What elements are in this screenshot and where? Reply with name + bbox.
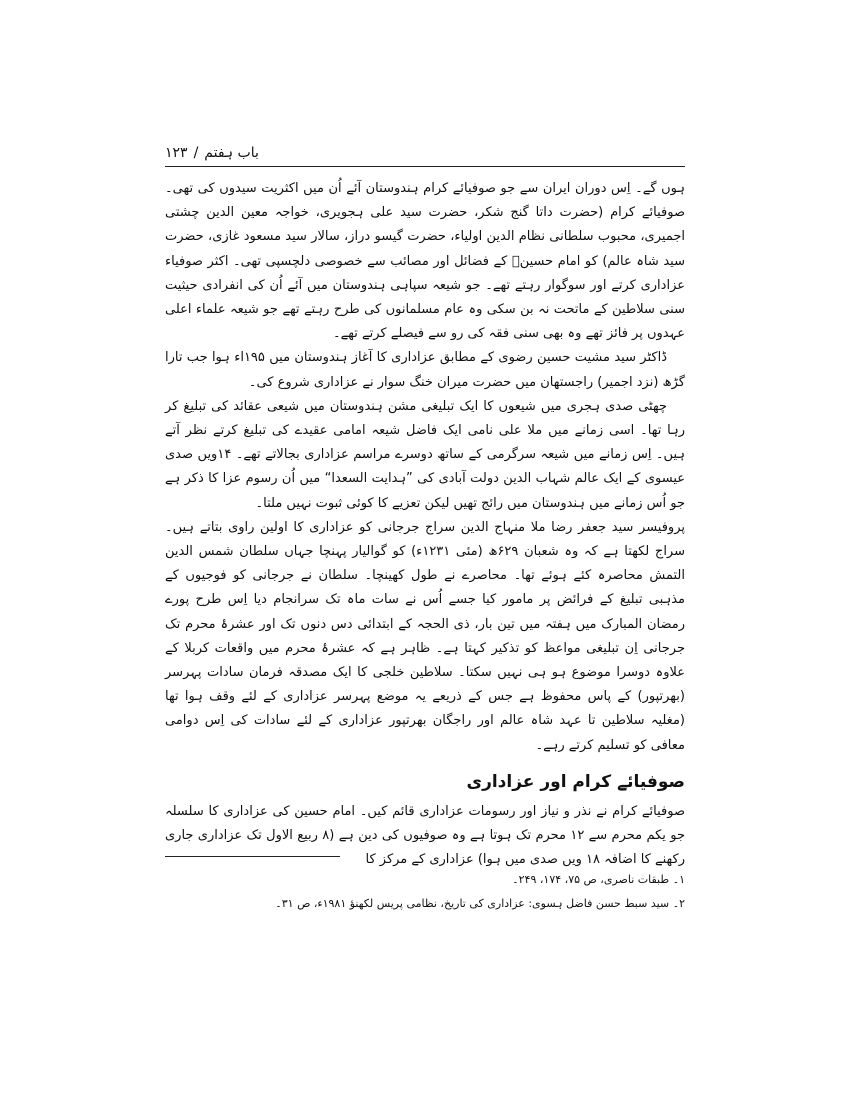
footnote-divider xyxy=(165,856,340,857)
section-paragraph: صوفیائے کرام نے نذر و نیاز اور رسومات عزاداری قائم کیں۔ امام حسین کی عزاداری کا سلسلہ جو یکم محرم سے ۱۲ محرم تک ہوتا ہے وہ صوفیوں کی دین ہے (۸ ربیع الاول تک عزاداری جاری رکھنے کا اضافہ ۱۸ ویں صدی میں ہوا) عزاداری کے مرکز کا xyxy=(165,803,685,868)
section-heading: صوفیائے کرام اور عزاداری xyxy=(466,771,685,792)
footnote-1: ۱۔ طبقات ناصری، ص ۷۵، ۱۷۴، ۲۴۹۔ xyxy=(512,873,685,886)
footnotes xyxy=(165,868,685,916)
chapter-title: باب ہفتم xyxy=(204,145,259,161)
running-header xyxy=(165,140,685,167)
paragraph-3: چھٹی صدی ہجری میں شیعوں کا ایک تبلیغی مشن ہندوستان میں شیعی عقائد کی تبلیغ کر رہا تھا۔ اسی زمانے میں ملا علی نامی ایک فاضل شیعہ امامی عقیدے کی تبلیغ کرتے نظر آتے ہیں۔ اِس زمانے میں شیعہ سرگرمی کے ساتھ دوسرے مراسم عزاداری بجالاتے تھے۔ ۱۴ویں صدی عیسوی کے ایک عالم شہاب الدین دولت آبادی کی ”ہدایت السعدا“ میں اُن رسوم عزا کا ذکر ہے جو اُس زمانے میں ہندوستان میں رائج تھیں لیکن تعزیے کا کوئی ثبوت نہیں ملتا۔ xyxy=(165,398,685,511)
paragraph-1: ہوں گے۔ اِس دوران ایران سے جو صوفیائے کرام ہندوستان آئے اُن میں اکثریت سیدوں کی تھی۔ صوفیائے کرام (حضرت داتا گنج شکر، حضرت سید علی ہجویری، خواجہ معین الدین چشتی اجمیری، محبوب سلطانی نظام الدین اولیاء، حضرت گیسو دراز، سالار سید مسعود غازی، حضرت سید شاہ عالم) کو امام حسینؑ کے فضائل اور مصائب سے خصوصی دلچسپی تھی۔ اکثر صوفیاء عزاداری کرتے اور سوگوار رہتے تھے۔ جو شیعہ سپاہی ہندوستان میں آئے اُن کی انفرادی حیثیت سنی سلاطین کے ماتحت نہ بن سکی وہ عام مسلمانوں کی طرح رہتے تھے جو شیعہ علماء اعلی عہدوں پر فائز تھے وہ بھی سنی فقہ کی رو سے فیصلے کرتے تھے۔ xyxy=(165,181,685,342)
paragraph-2: ڈاکٹر سید مشیت حسین رضوی کے مطابق عزاداری کا آغاز ہندوستان میں ۱۹۵اء ہوا جب تارا گڑھ (نزد اجمیر) راجستھان میں حضرت میران خنگ سوار نے عزاداری شروع کی۔ xyxy=(165,350,685,390)
footnote-2: ۲۔ سید سبط حسن فاضل ہسوی: عزاداری کی تاریخ، نظامی پریس لکھنؤ ۱۹۸۱ء، ص ۳۱۔ xyxy=(275,897,685,910)
page-number: ۱۲۳ xyxy=(165,145,188,161)
header-separator: / xyxy=(193,145,199,161)
book-page xyxy=(165,140,685,1040)
main-text xyxy=(165,177,685,872)
paragraph-4: پروفیسر سید جعفر رضا ملا منہاج الدین سراج جرجانی کو عزاداری کا اولین راوی بتاتے ہیں۔ سراج لکھتا ہے کہ وہ شعبان ۶۲۹ھ (مئی ۱۲۳۱ء) کو گوالیار پہنچا جہاں سلطان شمس الدین التمش محاصرہ کئے ہوئے تھا۔ محاصرے نے طول کھینچا۔ سلطان نے جرجانی کو فوجیوں کے مذہبی تبلیغ کے فرائض پر مامور کیا جسے اُس نے سات ماہ تک سرانجام دیا اِس طرح پورے رمضان المبارک میں ہفتہ میں تین بار، ذی الحجہ کے ابتدائی دس دنوں تک اور عشرۂ محرم تک جرجانی اِن تبلیغی مواعظ کو تذکیر کہتا ہے۔ ظاہر ہے کہ عشرۂ محرم میں واقعات کربلا کے علاوہ دوسرا موضوع ہو ہی نہیں سکتا۔ سلاطین خلجی کا ایک مصدقہ فرمان سادات پہرسر (بھرتپور) کے پاس محفوظ ہے جس کے ذریعے یہ موضع پہرسر عزاداری کے لئے وقف ہوا تھا (مغلیہ سلاطین تا عہد شاہ عالم اور راجگان بھرتپور عزاداری کے لئے سادات کی اِس دوامی معافی کو تسلیم کرتے رہے۔ xyxy=(165,519,685,753)
